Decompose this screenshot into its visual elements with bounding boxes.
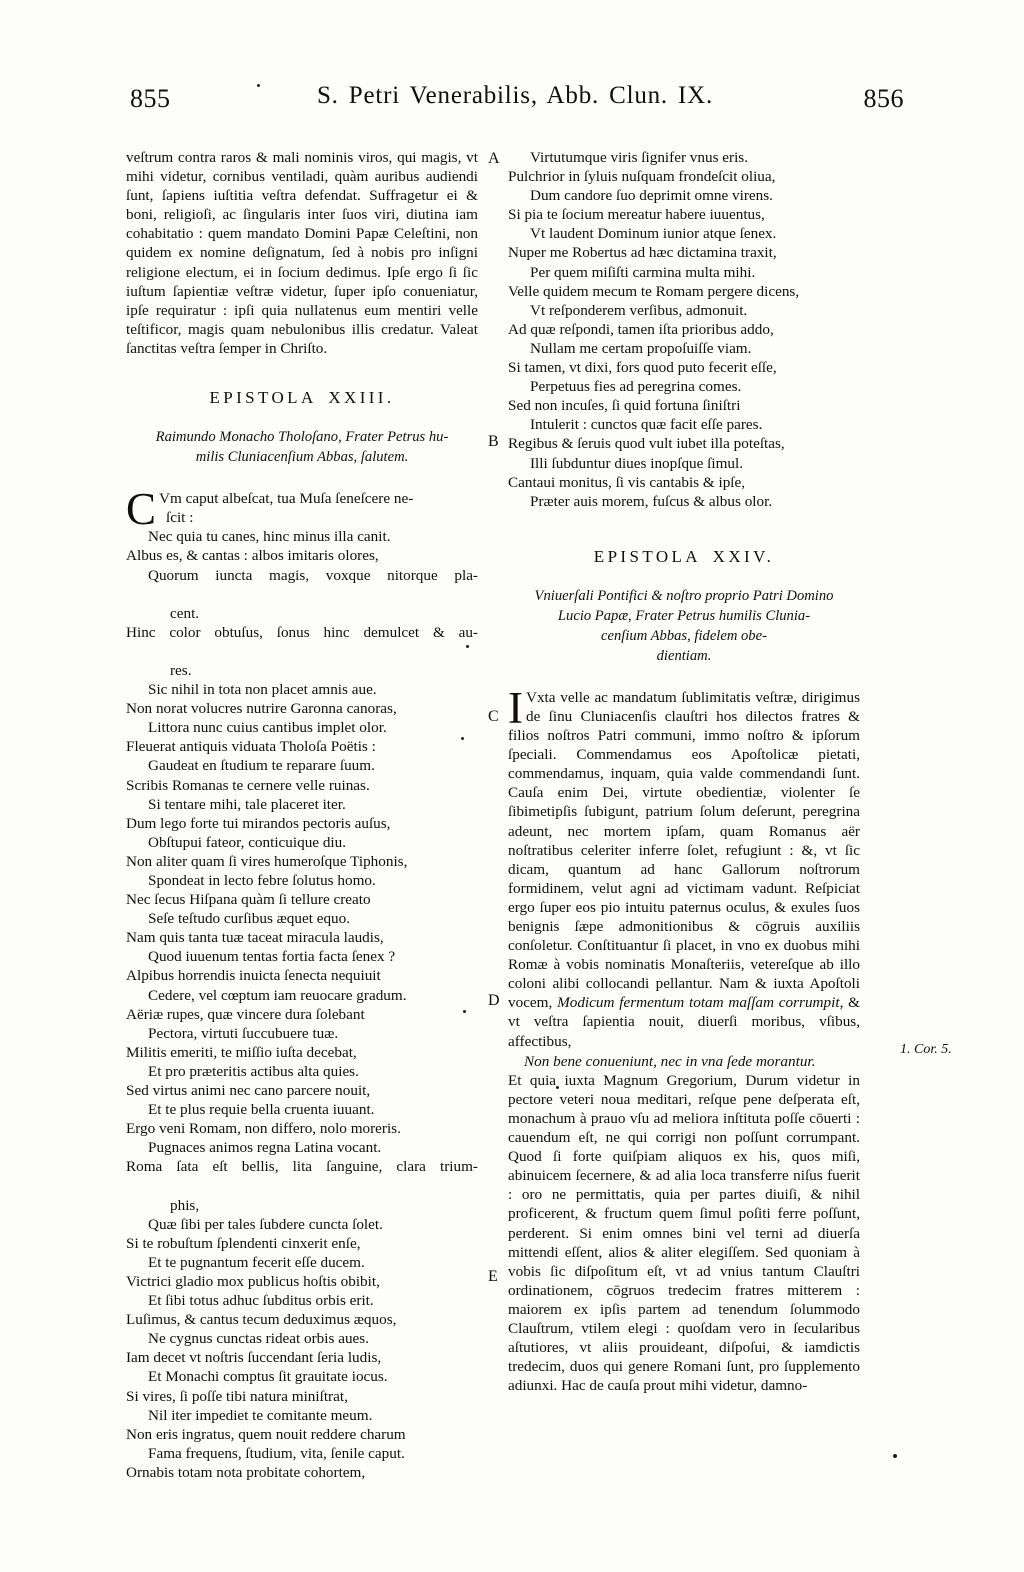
verse-line: Si pia te ſocium mereatur habere iuuentus, [508,206,765,224]
verse-line: Non eris ingratus, quem nouit reddere charum [126,1425,406,1443]
ink-speck [893,1454,897,1458]
verse-line: Quorum iuncta magis, voxque nitorque pla- [148,566,478,584]
ink-speck [257,84,260,87]
epistola-xxiii-heading: EPISTOLA XXIII. [209,388,395,408]
verse-line: Aëriæ rupes, quæ vincere dura ſolebant [126,1005,365,1023]
margin-reference-note: 1. Cor. 5. [900,1042,952,1057]
body-text-part-2: , & vt veſtra ſapientia nouit, diuerſi moribus, vſibus, affectibus, [508,994,860,1050]
verse-line: Non aliter quam ſi vires humeroſque Tiphonis, [126,852,408,870]
verse-line: Vm caput albeſcat, tua Muſa ſeneſcere ne- [159,490,414,508]
verse-line: Et ſibi totus adhuc ſubditus orbis erit. [148,1292,374,1310]
verse-line: Pugnaces animos regna Latina vocant. [148,1139,382,1157]
verse-line: Albus es, & cantas : albos imitaris olores, [126,547,379,565]
verse-line: Virtutumque viris ſignifer vnus eris. [530,149,749,166]
verse-line: Pulchrior in ſyluis nuſquam frondeſcit oliua, [508,168,776,186]
verse-line: Perpetuus fies ad peregrina comes. [530,378,742,396]
verse-block-continued [508,148,860,511]
verse-line: Ad quæ reſpondi, tamen iſta prioribus addo, [508,320,774,338]
verse-line: ſcit : [166,509,194,527]
scripture-quote-1: Modicum fermentum totam maſſam corrumpit [557,994,840,1012]
verse-line: Illi ſubduntur diues inopſque ſimul. [530,454,744,472]
epistola-xxiv-heading: EPISTOLA XXIV. [593,546,775,566]
folio-number-left: 855 [130,84,171,113]
verse-line: Obſtupui fateor, conticuique diu. [148,833,347,851]
verse-line: Et te pugnantum fecerit eſſe ducem. [148,1253,365,1271]
verse-line: Militis emeriti, te miſſio iuſta decebat, [126,1043,357,1061]
marginal-letter-b: B [488,433,499,450]
drop-cap-i: I [508,682,523,733]
verse-line: Si te robuſtum ſplendenti cinxerit enſe, [126,1234,361,1252]
epistola-xxiv-addressee: Vniuerſali Pontifici & noſtro proprio Patri Domino Lucio Papæ, Frater Petrus humilis Clunia- cenſium Abbas, fidelem obe- dientiam. [534,587,834,664]
letter-xxiv-body-first-paragraph [508,682,860,1051]
verse-line: cent. [170,604,200,622]
verse-line: Spondeat in lecto febre ſolutus homo. [148,872,376,889]
verse-line: Vt laudent Dominum iunior atque ſenex. [530,225,777,243]
verse-line: Ne cygnus cunctas rideat orbis aues. [148,1330,369,1348]
verse-line: Per quem miſiſti carmina multa mihi. [530,263,756,281]
verse-line: Quæ ſibi per tales ſubdere cuncta ſolet. [148,1215,383,1233]
verse-line: Alpibus horrendis inuicta ſenecta nequiuit [126,967,381,985]
drop-cap-c: C [126,484,157,535]
epistola-xxiii-addressee: Raimundo Monacho Tholoſano, Frater Petrus hu- milis Cluniacenſium Abbas, ſalutem. [155,429,449,466]
verse-line: Cedere, vel cœptum iam reuocare gradum. [148,986,407,1004]
verse-line: Si vires, ſi poſſe tibi natura miniſtrat, [126,1387,348,1405]
verse-line: Non norat volucres nutrire Garonna canoras, [126,700,397,718]
letter-xxiv-body-second-paragraph: Et quia iuxta Magnum Gregorium, Durum videtur in pectore veteri noua meditari, reſque pene deſperata eſt, monachum à prauo vſu ad meliora inſtituta poſſe cōuerti : cauendum eſt, ne qui corrigi non poſſunt corrumpant. Quod ſi forte quiſpiam aliquos ex his, quos miſi, abinuicem ſecernere, & ad alia loca transferre niſus fuerit : oro ne permittatis, quia per partes diuiſi, & nihil proficerent, & fructum quem ſimul poſiti ferre poſſunt, perderent. Si enim omnes bini vel terni ad diuerſa mittendi eſſent, alios & aliter elegiſſem. Sed quoniam à vobis ſic diſpoſitum eſt, vt ad vnius tantum Clauſtri ordinationem, cōgruos tredecim fratres mitterem : maiorem ex ipſis partem ad tenendum ſolummodo Clauſtrum, vtilem elegi : quoſdam vero in ſecularibus aſtutiores, vt aliis prouideant, diſpoſui, & iamdictis tredecim, duos qui genere Romani ſunt, pro ſupplemento adiunxi. Hac de cauſa prout mihi videtur, damno- [508,1071,860,1395]
verse-line: Nec ſecus Hiſpana quàm ſi tellure creato [126,891,371,909]
verse-line: Roma ſata eſt bellis, lita ſanguine, clara trium- [126,1158,478,1176]
running-head [120,82,910,128]
verse-line: Vt reſponderem verſibus, admonuit. [530,301,748,319]
verse-line: Pectora, virtuti ſuccubuere tuæ. [148,1024,339,1042]
verse-line: Et Monachi comptus ſit grauitate iocus. [148,1368,388,1386]
verse-line: Sed virtus animi nec cano parcere nouit, [126,1082,371,1100]
poem-xxiii [126,484,478,1482]
verse-line: Cantaui monitus, ſi vis cantabis & ipſe, [508,473,746,491]
verse-line: Gaudeat en ſtudium te reparare ſuum. [148,757,375,775]
verse-line: Nil iter impediet te comitante meum. [148,1406,373,1424]
verse-line: Ergo veni Romam, non differo, nolo moreris. [126,1120,401,1138]
verse-line: Nam quis tanta tuæ taceat miracula laudis, [126,929,384,947]
verse-line: Intulerit : cunctos quæ facit eſſe pares. [530,416,763,434]
verse-line: Ornabis totam nota probitate cohortem, [126,1463,366,1481]
verse-line: phis, [170,1196,200,1214]
verse-block [126,484,478,1482]
verse-line: Et te plus requie bella cruenta iuuant. [148,1101,375,1119]
verse-line: Nec quia tu canes, hinc minus illa canit. [148,528,391,546]
marginal-letter-d: D [488,992,500,1009]
continued-prose-paragraph: veſtrum contra raros & mali nominis viros, qui magis, vt mihi videtur, cornibus ventiladi, quàm auribus audiendi ſunt, ſapiens iuſtitia veſtra defendat. Suffragetur ei & boni, religioſi, ac ſingularis inter ſuos viri, diutina iam cohabitatio : quem mandato Domini Papæ Celeſtini, non quidem ex nomine deſignatum, ſed à nobis pro inſigni religione electum, ei in ſocium dedimus. Ipſe ergo ſi ſic iuſtum ſapientiæ veſtræ videtur, ſuper ipſo conueniatur, ipſe requiratur : ipſi quia nullatenus eum mentiri velle teſtificor, magis quam nebulonibus illis credatur. Valeat ſanctitas veſtra ſemper in Chriſto. [126,149,478,357]
verse-line: Nuper me Robertus ad hæc dictamina traxit, [508,244,777,262]
verse-line: Luſimus, & cantus tecum deduximus æquos, [126,1311,397,1329]
verse-line: Dum candore ſuo deprimit omne virens. [530,187,773,205]
folio-number-right: 856 [863,84,904,113]
verse-line: Et pro præteritis actibus alta quies. [148,1062,359,1080]
verse-line: Velle quidem mecum te Romam pergere dicens, [508,282,800,300]
verse-line: Seſe teſtudo curſibus æquet equo. [148,910,351,928]
verse-line: Nullam me certam propoſuiſſe viam. [530,339,752,357]
scripture-quote-2: Non bene conueniunt, nec in vna ſede morantur. [524,1052,816,1070]
verse-line: res. [170,661,192,679]
verse-line: Fleuerat antiquis viduata Tholoſa Poëtis : [126,738,376,756]
marginal-letter-a: A [488,150,500,167]
verse-line: Præter auis morem, fuſcus & albus olor. [530,492,773,510]
verse-line: Iam decet vt noſtris ſuccendant ſeria ludis, [126,1349,382,1367]
verse-line: Dum lego forte tui mirandos pectoris auſus, [126,814,391,832]
verse-line: Scribis Romanas te cernere velle ruinas. [126,776,370,794]
verse-line: Sic nihil in tota non placet amnis aue. [148,681,377,699]
verse-line: Hinc color obtuſus, ſonus hinc demulcet & au- [126,623,478,641]
verse-line: Quod iuuenum tentas fortia facta ſenex ? [148,948,396,966]
marginal-letter-e: E [488,1268,498,1285]
verse-line: Si tentare mihi, tale placeret iter. [148,795,346,813]
verse-line: Si tamen, vt dixi, fors quod puto fecerit eſſe, [508,359,777,377]
left-column [126,148,478,1482]
right-column [508,148,860,1395]
verse-line: Victrici gladio mox publicus hoſtis obibit, [126,1272,380,1290]
verse-line: Regibus & ſeruis quod vult iubet illa poteſtas, [508,435,785,453]
body-text-part-1: Vxta velle ac mandatum ſublimitatis veſtræ, dirigimus de ſinu Cluniacenſis clauſtri hos dilectos fratres & filios noſtros Patri communi, immo noſtro & ipſorum ſpeciali. Commendamus eos Apoſtolicæ pietati, commendamus, inquam, quia valde commendandi ſunt. Cauſa enim Dei, virtute obedientiæ, violenter ſe ſibimetipſis ſubigunt, patrium ſolum deſerunt, peregrina adeunt, nec mortem ipſam, quam Romanus aër noſtratibus celeriter inferre ſolet, refugiunt : &, vt ſic dicam, quantum ad hanc Gallorum noſtrorum formidinem, velut agni ad victimam vadunt. Reſpiciat ergo ſuper eos pio intuitu paternus oculus, & exules ſuos benignis ſæpe admonitionibus & cōgruis auxiliis conſoletur. Conſtituantur ſi placet, in vno ex duobus mihi Romæ à vobis nominatis Monaſteriis, vetereſque ab illo coloni alibi collocandi pellantur. Nam & iuxta Apoſtoli vocem, [508,688,860,1012]
verse-line: Littora nunc cuius cantibus implet olor. [148,719,387,737]
verse-quote-line [508,1052,860,1071]
page-title: S. Petri Venerabilis, Abb. Clun. IX. [316,82,714,109]
verse-line: Fama frequens, ſtudium, vita, ſenile caput. [148,1444,405,1462]
marginal-letter-c: C [488,708,499,725]
verse-line: Sed non incuſes, ſi quid fortuna ſiniſtri [508,397,741,415]
